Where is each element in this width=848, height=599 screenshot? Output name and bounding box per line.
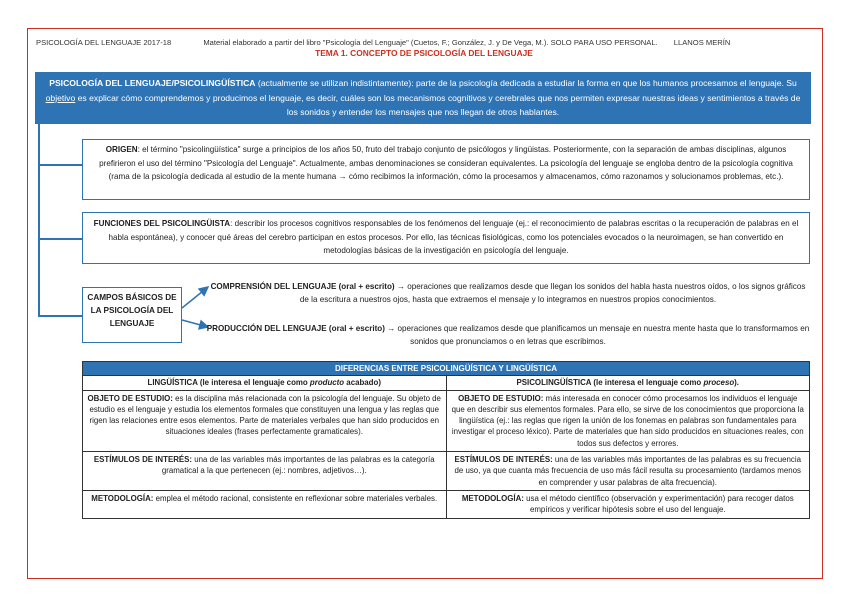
- linguistica-head-b: acabado): [344, 378, 381, 388]
- diferencias-title-row: [83, 362, 810, 376]
- psicolinguistica-head-em: proceso: [703, 378, 735, 388]
- topic-title: TEMA 1. CONCEPTO DE PSICOLOGÍA DEL LENGUAJE: [315, 48, 533, 58]
- linguistica-head-em: producto: [309, 378, 345, 388]
- linguistica-header: [83, 376, 447, 390]
- psicolinguistica-metodologia-cell: [446, 490, 810, 518]
- produccion-text: → operaciones que realizamos desde que planificamos un mensaje en nuestra mente hasta que lo transformamos en sonidos que pronunciamos o en letras que escribimos.: [384, 324, 810, 347]
- arrow-to-comprension: [182, 287, 208, 308]
- produccion-text-block: [206, 322, 810, 349]
- source-note: Material elaborado a partir del libro "Psicología del Lenguaje" (Cuetos, F.; González, J. y De Vega, M.). SOLO PARA USO PERSONAL.: [203, 38, 658, 47]
- diferencias-title: DIFERENCIAS ENTRE PSICOLINGÜÍSTICA Y LINGÜÍSTICA: [83, 362, 810, 376]
- linguistica-head-label: LINGÜÍSTICA: [147, 378, 198, 388]
- cell-label: ESTÍMULOS DE INTERÉS:: [454, 455, 553, 465]
- linguistica-estimulos-cell: [83, 452, 447, 491]
- linguistica-objeto-cell: [83, 390, 447, 451]
- cell-label: ESTÍMULOS DE INTERÉS:: [93, 455, 193, 465]
- linguistica-metodologia-cell: [83, 490, 447, 518]
- funciones-text: : describir los procesos cognitivos responsables de los fenómenos del lenguaje (ej.: el reconocimiento de palabras escritas o la recuperación de palabras en el habla espontánea), y conocer qué áreas del cerebro participan en estos procesos. Por ello, las técnicas fisiológicas, como los potenciales evocados o la neuroimagen, se han convertido en metodologías básicas de la investigación en psicología del lenguaje.: [108, 219, 799, 255]
- origen-text: : el término "psicolingüística" surge a principios de los años 50, fruto del trabajo conjunto de psicólogos y lingüistas. Posteriormente, con la separación de ambas disciplinas, algunos prefirieron el uso del término "Psicología del Lenguaje". Actualmente, ambas denominaciones se consideran equivalentes. La psicología del lenguaje se engloba dentro de la psicología cognitiva (rama de la psicología dedicada al estudio de la mente humana → cómo recibimos la información, cómo la procesamos y almacenamos, cómo razonamos y solucionamos problemas, etc.).: [99, 145, 793, 181]
- cell-text: usa el método científico (observación y experimentación) para recoger datos empíricos y verificar hipótesis sobre el uso del lenguaje.: [523, 493, 794, 515]
- funciones-label: FUNCIONES DEL PSICOLINGÜISTA: [93, 219, 231, 228]
- author-name: LLANOS MERÍN: [673, 38, 731, 47]
- intro-term: PSICOLOGÍA DEL LENGUAJE/PSICOLINGÜÍSTICA: [49, 78, 256, 88]
- psicolinguistica-head-a: (le interesa el lenguaje como: [591, 378, 704, 388]
- psicolinguistica-estimulos-cell: [446, 452, 810, 491]
- origen-label: ORIGEN: [105, 145, 138, 154]
- psicolinguistica-head-b: ).: [734, 378, 739, 388]
- arrow-to-produccion: [182, 320, 208, 327]
- table-row: [83, 452, 810, 491]
- diferencias-table: [82, 361, 810, 519]
- comprension-label: COMPRENSIÓN DEL LENGUAJE (oral + escrito): [210, 282, 395, 291]
- psicolinguistica-header: [446, 376, 810, 390]
- cell-text: emplea el método racional, consistente en reflexionar sobre materiales verbales.: [153, 493, 438, 503]
- course-label: PSICOLOGÍA DEL LENGUAJE 2017-18: [36, 38, 172, 47]
- intro-text-2: es explicar cómo comprendemos y producimos el lenguaje, es decir, cuáles son los mecanismos cognitivos y cerebrales que nos permiten expresar nuestras ideas y sentimientos a través de los sonidos y entender los mensajes que nos llegan de otros hablantes.: [75, 92, 801, 117]
- cell-text: más interesada en conocer cómo procesamos los individuos el lenguaje que en describir sus elementos formales. Para ello, se sirve de los conocimientos que proporciona la lingüística (ej.: las reglas que rigen la unión de los fonemas en palabras son fundamentales para investigar el proceso léxico). Parte de materiales que han sido producidos en situaciones reales, con todos sus defectos y errores.: [451, 393, 804, 448]
- comprension-text: → operaciones que realizamos desde que llegan los sonidos del habla hasta nuestros oídos, o los signos gráficos de la escritura a nuestros ojos, hasta que extraemos el mensaje y lo integramos en nuestros propios conocimientos.: [299, 282, 806, 305]
- cell-label: METODOLOGÍA:: [91, 493, 154, 503]
- intro-text-1: : parte de la psicología dedicada a estudiar la forma en que los humanos procesamos el lenguaje. Su: [411, 78, 797, 88]
- cell-text: una de las variables más importantes de las palabras es la categoría gramatical a la que pertenecen (ej.: nombres, adjetivos…).: [161, 455, 435, 476]
- intro-paren: (actualmente se utilizan indistintamente): [255, 78, 412, 88]
- table-row: [83, 390, 810, 451]
- intro-objetivo: objetivo: [45, 92, 76, 103]
- psicolinguistica-objeto-cell: [446, 390, 810, 451]
- cell-label: OBJETO DE ESTUDIO:: [458, 393, 544, 403]
- psicolinguistica-head-label: PSICOLINGÜÍSTICA: [516, 378, 592, 388]
- diferencias-header-row: [83, 376, 810, 390]
- campos-basicos-box: CAMPOS BÁSICOS DE LA PSICOLOGÍA DEL LENGUAJE: [82, 287, 182, 343]
- cell-text: una de las variables más importantes de las palabras es su frecuencia de uso, ya que cuanta más frecuencia de uso más fácil resulta su procesamiento (tardamos menos en comprender y usar palabras de alta frecuencia).: [454, 455, 801, 487]
- table-row: [83, 490, 810, 518]
- linguistica-head-a: (le interesa el lenguaje como: [197, 378, 310, 388]
- cell-label: METODOLOGÍA:: [461, 493, 524, 503]
- produccion-label: PRODUCCIÓN DEL LENGUAJE (oral + escrito): [206, 324, 385, 333]
- cell-text: es la disciplina más relacionada con la psicología del lenguaje. Su objeto de estudio es el lenguaje y estudia los elementos formales que constituyen una lengua y las reglas que rigen las relaciones entre esos elementos. Parte de materiales verbales que han sido producidos en situaciones ideales (frases perfectamente gramaticales).: [89, 393, 441, 437]
- cell-label: OBJETO DE ESTUDIO:: [87, 393, 173, 403]
- comprension-text-block: [206, 280, 810, 307]
